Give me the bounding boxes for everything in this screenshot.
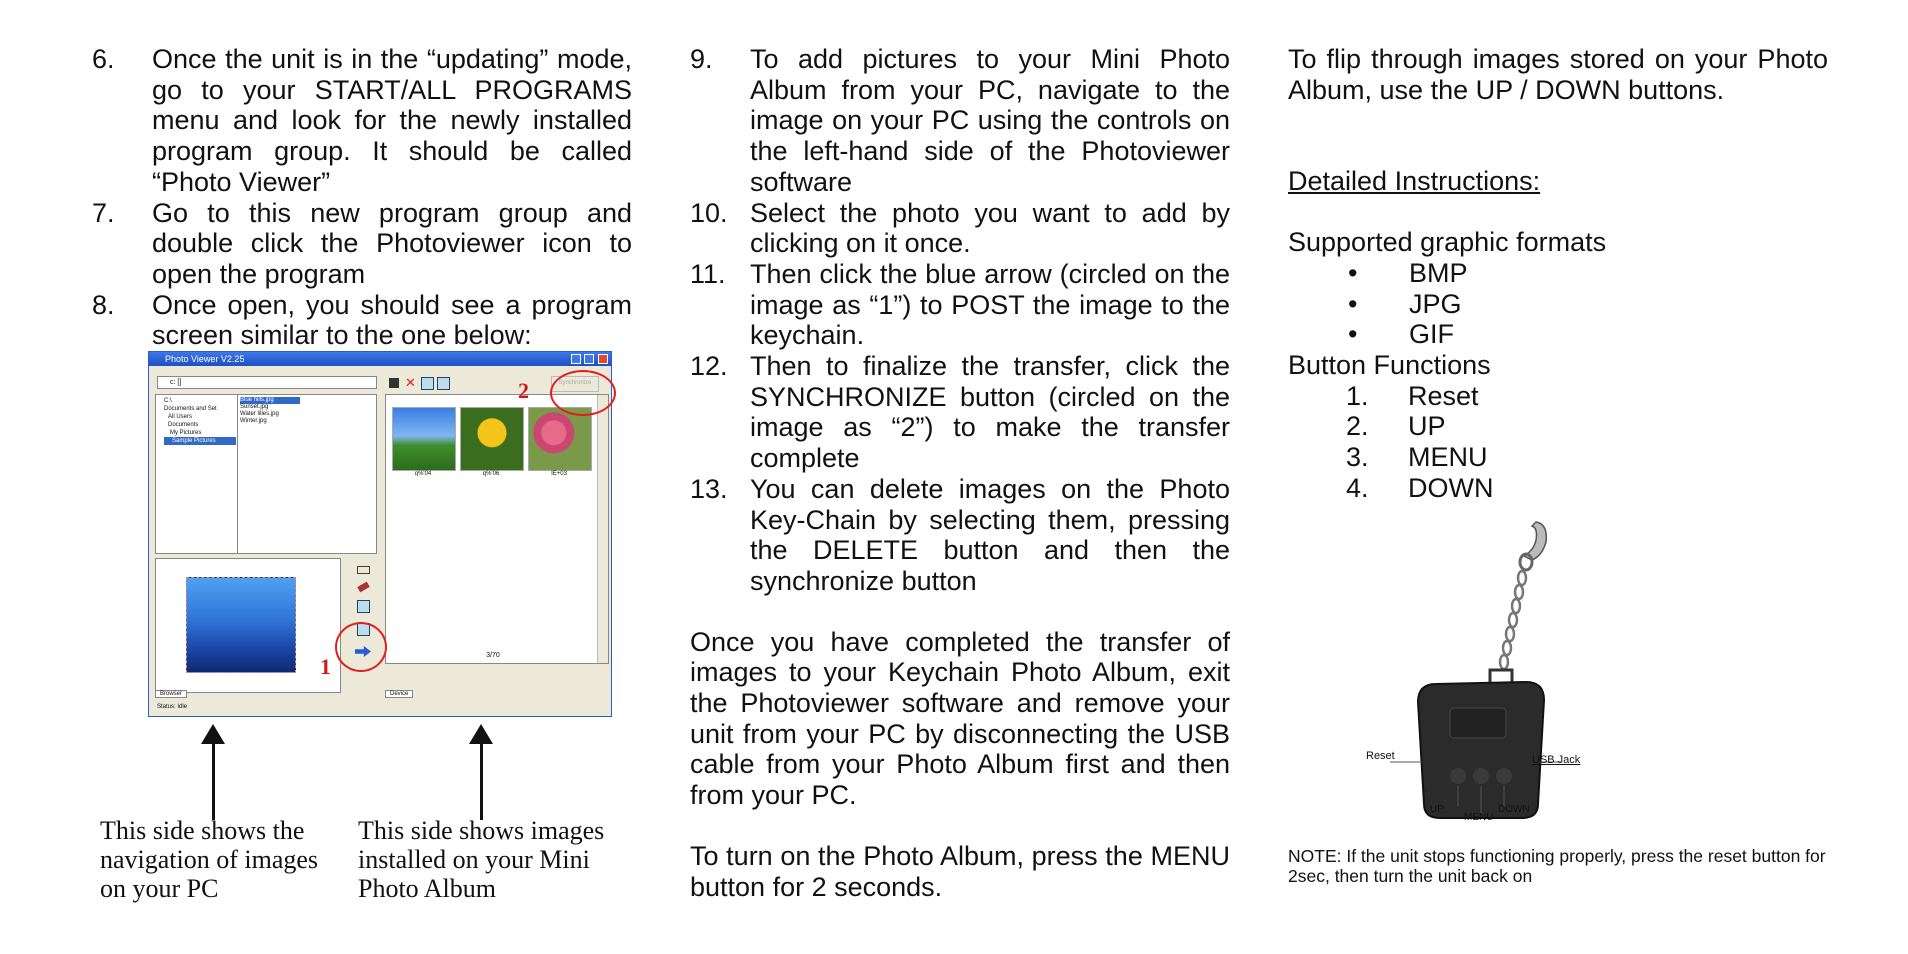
step-13 [690,474,1230,597]
down-label: DOWN [1498,804,1530,815]
step-7 [92,198,632,290]
keychain-illustration [1366,514,1606,824]
file-item: Sunset.jpg [240,404,269,410]
bullet-icon: • [1348,319,1358,350]
reset-label: Reset [1366,750,1395,762]
file-item: Water lilies.jpg [240,411,279,417]
formats-title: Supported graphic formats [1288,227,1607,258]
spacer [1288,197,1828,227]
step-number: 13. [690,473,728,504]
folder-item-selected: Sample Pictures [164,437,236,445]
thumbnail-image [460,407,524,471]
thumbnail-label: q%'04 [414,471,432,477]
bullet-icon: • [1348,257,1358,288]
item-label: Reset [1408,380,1479,411]
device-pane [385,394,609,664]
paragraph-turn-on: To turn on the Photo Album, press the MENU button for 2 seconds. [690,840,1230,902]
step-10 [690,198,1230,259]
rotate-icon [357,600,370,613]
drive-select [157,376,377,389]
preview-image [186,577,296,673]
step-text: Select the photo you want to add by clicking on it once. [750,197,1230,259]
spacer [690,811,1230,841]
spacer [690,597,1230,627]
tab-device: Device [385,690,413,698]
item-label: DOWN [1408,472,1494,503]
step-text: Once the unit is in the “updating” mode, go to your START/ALL PROGRAMS menu and look for the newly installed program group. It should be called “Photo Viewer” [152,44,632,197]
menu-label: MENU [1464,812,1494,823]
paragraph-flip-images: To flip through images stored on your Photo Album, use the UP / DOWN buttons. [1288,44,1828,105]
arrow-shaft [480,742,483,820]
step-text: Then to finalize the transfer, click the SYNCHRONIZE button (circled on the image as “2”) to make the transfer complete [750,351,1230,474]
caption-right: This side shows images installed on your Mini Photo Album [358,816,605,903]
synchronize-button: Synchronize [551,376,599,392]
folder-item: My Pictures [170,430,202,436]
folder-item: All Users [168,414,193,420]
thumbnail-image [528,407,592,471]
arrow-up-icon [201,724,225,744]
thumbnail-label: q%'06 [482,471,500,477]
step-8 [92,290,632,351]
file-item: Winter.jpg [240,418,267,424]
eraser-icon [357,582,370,593]
step-9 [690,44,1230,198]
image-counter: 3/70 [486,652,500,659]
format-item [1288,258,1828,289]
annotation-marker-2: 2 [518,378,529,403]
save-icon [389,378,399,388]
step-text: Go to this new program group and double click the Photoviewer icon to open the program [152,197,632,289]
step-number: 7. [92,197,115,228]
status-text: Status: Idle [157,704,188,710]
folder-item: Documents and Set [164,406,217,412]
item-number: 1. [1346,380,1369,411]
thumbnail-image [392,407,456,471]
folder-tree [155,394,239,554]
step-number: 10. [690,197,728,228]
bullet-icon: • [1348,288,1358,319]
thumbnail-label: IE+03 [551,471,567,477]
column-right [1288,44,1828,503]
button-function-item [1288,473,1828,504]
minimize-icon [571,354,581,364]
step-text: To add pictures to your Mini Photo Album from your PC, navigate to the image on your PC using the controls on the left-hand side of the Photoviewer software [750,44,1230,197]
button-function-item [1288,411,1828,442]
folder-item: C:\ [164,398,172,404]
button-function-item [1288,442,1828,473]
arrow-shaft [212,742,215,820]
maximize-icon [584,354,594,364]
window-title: Photo Viewer V2.25 [165,354,245,364]
folder-item: Documents [168,422,199,428]
usb-jack-label: USB Jack [1532,754,1581,766]
buttons-title: Button Functions [1288,349,1491,380]
device-toolbar [389,376,459,390]
window-titlebar [149,352,611,366]
file-item-selected: Blue hills.jpg [240,397,300,404]
step-6 [92,44,632,198]
up-label: UP [1430,804,1444,815]
format-label: JPG [1409,288,1462,319]
column-middle [690,44,1230,902]
column-left [92,44,632,351]
step-text: Once open, you should see a program screen similar to the one below: [152,289,632,351]
format-item [1288,289,1828,320]
item-label: UP [1408,411,1446,442]
caption-left: This side shows the navigation of images on your PC [100,816,319,903]
close-icon [598,354,608,364]
rotate-icon [421,377,434,390]
item-number: 3. [1346,442,1369,473]
item-number: 2. [1346,411,1369,442]
note-text: NOTE: If the unit stops functioning properly, press the reset button for 2sec, then turn the unit back on [1288,846,1826,886]
annotation-circle-1 [335,622,387,672]
step-12 [690,351,1230,474]
tab-browser: Browser [155,690,187,698]
step-number: 8. [92,289,115,320]
arrow-up-icon [469,724,493,744]
format-item [1288,319,1828,350]
rotate-back-icon [437,377,450,390]
item-label: MENU [1408,442,1488,473]
format-label: GIF [1409,319,1454,350]
step-number: 6. [92,44,115,74]
scrollbar [597,395,608,663]
delete-icon: ✕ [405,375,416,390]
step-number: 11. [690,258,726,289]
annotation-circle-2 [550,370,616,416]
annotation-marker-1: 1 [320,654,331,679]
step-number: 12. [690,351,728,382]
step-11 [690,259,1230,351]
format-label: BMP [1409,257,1468,288]
button-function-item [1288,381,1828,412]
step-text: Then click the blue arrow (circled on the image as “1”) to POST the image to the keychain. [750,258,1230,351]
paragraph-finish-transfer: Once you have completed the transfer of images to your Keychain Photo Album, exit the Photoviewer software and remove your unit from your PC by disconnecting the USB cable from your Photo Album first and then from your PC. [690,626,1230,811]
spacer [1288,105,1828,166]
drive-value: c: [] [170,379,182,386]
file-list [237,394,377,554]
step-text: You can delete images on the Photo Key-Chain by selecting them, pressing the DELETE button and then the synchronize button [750,473,1230,596]
step-number: 9. [690,44,713,74]
rectangle-icon [357,566,370,574]
item-number: 4. [1346,472,1369,503]
section-heading: Detailed Instructions: [1288,166,1541,197]
preview-pane [155,558,341,693]
keychain-drawing [1366,514,1606,824]
